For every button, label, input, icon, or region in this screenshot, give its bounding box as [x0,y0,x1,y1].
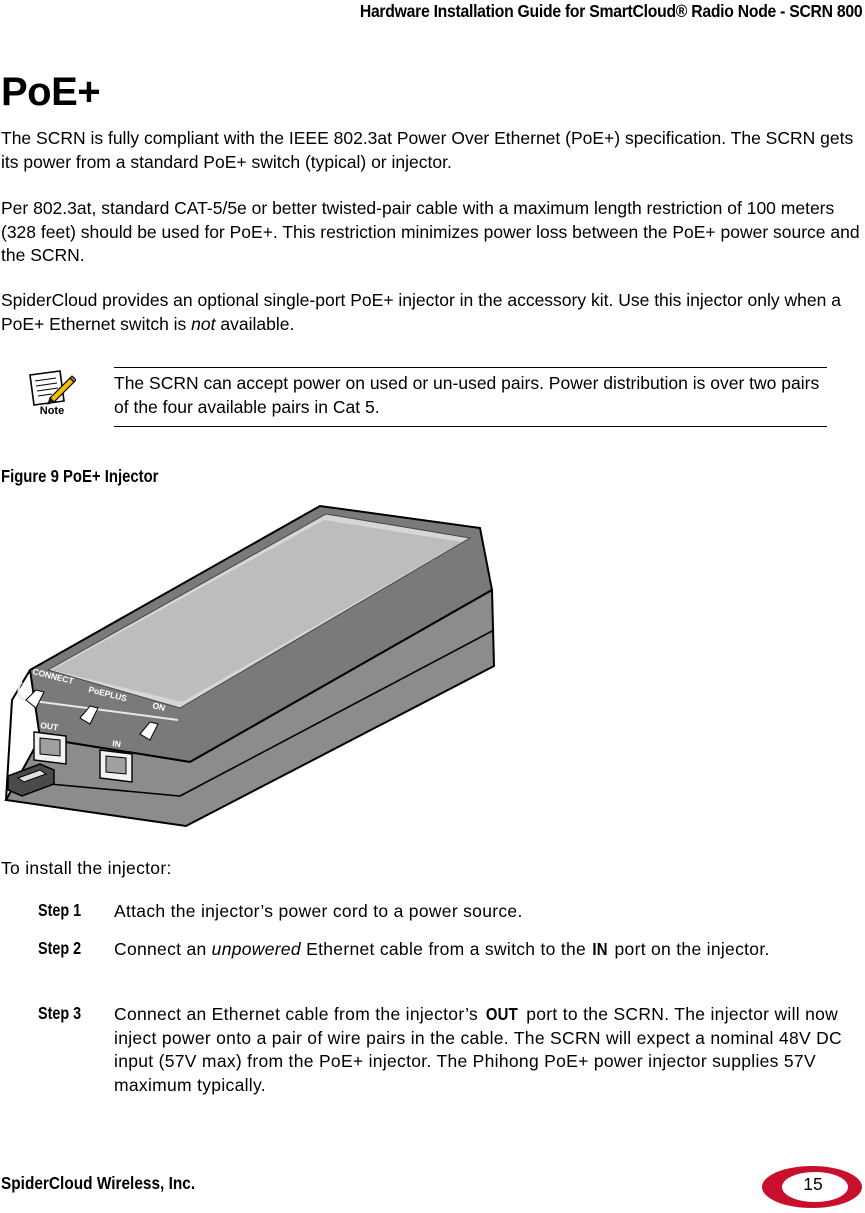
poe-injector-illustration [0,494,500,834]
paragraph-compliance: The SCRN is fully compliant with the IEEE 802.3at Power Over Ethernet (PoE+) specification. The SCRN gets its power from a standard PoE+ switch (typical) or injector. [1,128,854,172]
paragraph-text: SpiderCloud provides an optional single-port PoE+ injector in the accessory kit. Use this injector only when a PoE+ Ethernet switch is [1,290,841,334]
paragraph-cable-restriction: Per 802.3at, standard CAT-5/5e or better twisted-pair cable with a maximum length restriction of 100 meters (328 feet) should be used for PoE+. This restriction minimizes power loss between the PoE+ power source and the SCRN. [1,198,860,265]
label-poeplus: PoEPLUS [87,684,128,704]
footer-company: SpiderCloud Wireless, Inc. [1,1173,196,1193]
step-text-part: Ethernet cable from a switch to the [300,939,592,959]
keyword-out: OUT [486,1004,519,1024]
label-on: ON [151,700,167,714]
label-connect: CONNECT [31,666,75,687]
label-in: IN [111,738,122,750]
step-text-part: Connect an [114,939,212,959]
step-text-part: Connect an Ethernet cable from the injector’s [114,1004,484,1024]
keyword-in: IN [592,939,608,959]
step-text-part: port on the injector. [609,939,770,959]
note-top-rule [114,367,827,368]
emphasis-unpowered: unpowered [211,939,301,959]
section-title: PoE+ [1,70,101,114]
procedure-intro: To install the injector: [1,858,172,878]
step-text-part: port to the SCRN. The injector will now inject power onto a pair of wire pairs in the cable. The SCRN will expect a nominal 48V DC input (57V max) from the PoE+ injector. The Phihong PoE+ power injector supplies 57V maximum typically. [114,1004,842,1095]
paragraph-text: available. [215,313,295,334]
step-label: Step 1 [38,900,82,920]
figure-caption: Figure 9 PoE+ Injector [1,466,159,486]
note-bottom-rule [114,426,827,427]
running-header: Hardware Installation Guide for SmartCloud® Radio Node - SCRN 800 [359,1,862,21]
step-label: Step 2 [38,938,82,958]
step-text [114,938,859,962]
step-label: Step 3 [38,1003,82,1023]
page-number: 15 [803,1174,823,1194]
label-out: OUT [39,720,59,733]
paragraph-injector-option [1,289,861,336]
note-label: Note [39,405,65,417]
step-text [114,1003,859,1097]
step-text: Attach the injector’s power cord to a power source. [114,901,523,921]
note-text: The SCRN can accept power on used or un-used pairs. Power distribution is over two pairs of the four available pairs in Cat 5. [114,373,820,417]
emphasis-not: not [191,313,216,334]
